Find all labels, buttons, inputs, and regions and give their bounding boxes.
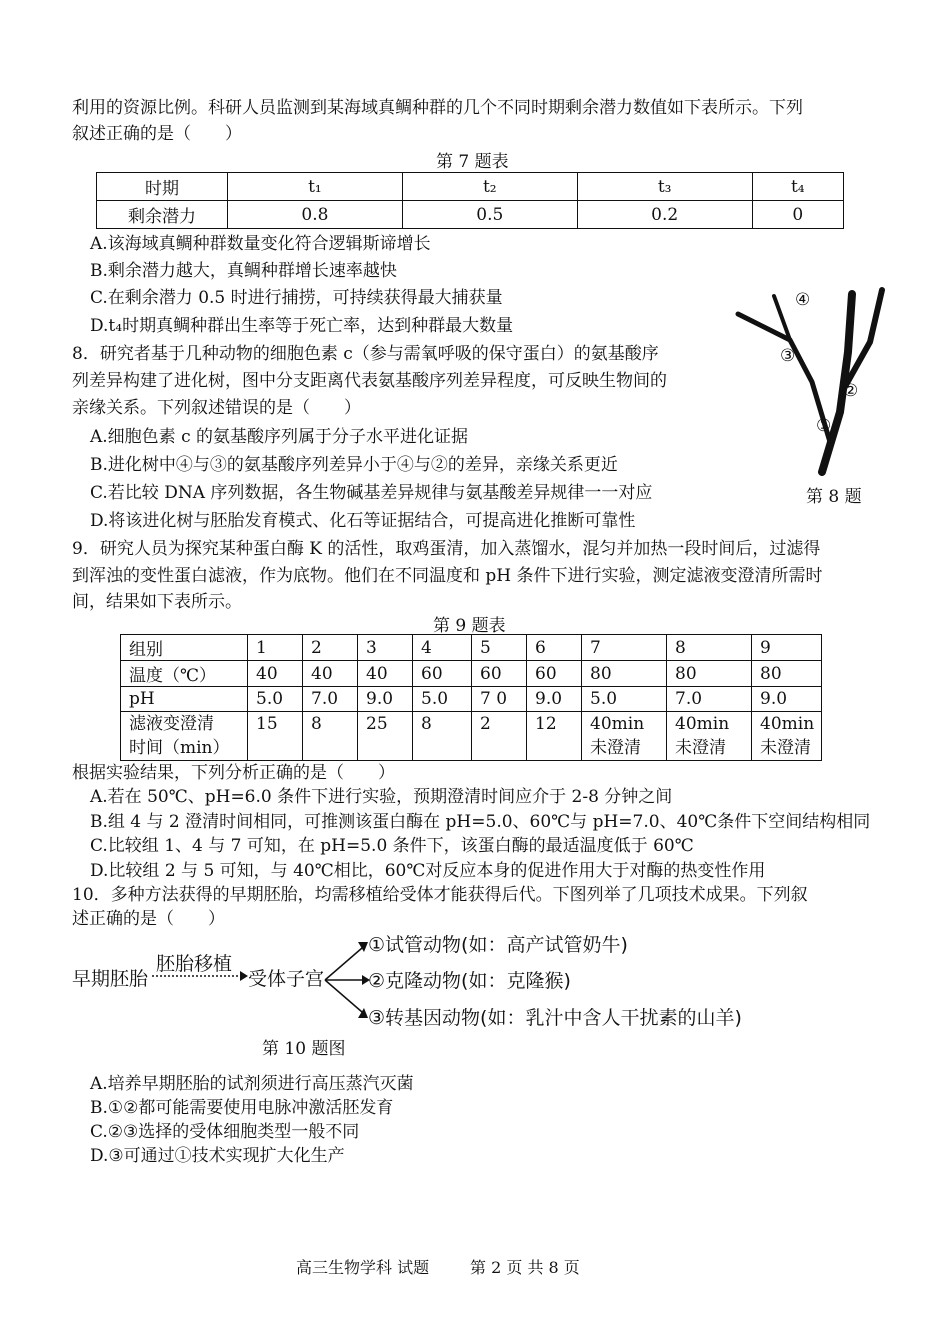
table-row [121, 687, 822, 712]
q10-option-d: D.③可通过①技术实现扩大化生产 [90, 1146, 345, 1166]
table-cell-line: 15 [256, 714, 278, 734]
table-cell-line: 未澄清 [590, 738, 641, 758]
arrow-line-3 [325, 980, 362, 1012]
table-cell: t₁ [228, 173, 403, 201]
table-cell-line: 40min [590, 714, 645, 734]
table-cell: t₄ [752, 173, 843, 201]
arrow-head-icon [240, 971, 248, 981]
table-cell-line: 40min [675, 714, 730, 734]
intro-line-2: 叙述正确的是（ ） [72, 124, 242, 144]
table-cell: 5.0 [248, 687, 303, 712]
q8-option-b: B.进化树中④与③的氨基酸序列差异小于④与②的差异，亲缘关系更近 [90, 455, 618, 475]
table-cell: 40 [358, 661, 413, 687]
table-cell [667, 712, 752, 761]
q7-table [96, 172, 844, 229]
q9-stem-2: 到浑浊的变性蛋白滤液，作为底物。他们在不同温度和 pH 条件下进行实验，测定滤液变澄清所需时 [72, 566, 823, 586]
q8-stem-3: 亲缘关系。下列叙述错误的是（ ） [72, 398, 361, 418]
flow-branch-arrows [322, 930, 372, 1030]
table-cell: 5.0 [582, 687, 667, 712]
table-cell: 0 [752, 201, 843, 229]
footer-subject: 高三生物学科 试题 [296, 1258, 430, 1277]
table-cell [472, 712, 527, 761]
table-cell-line: 40min [760, 714, 815, 734]
table-cell: 4 [413, 635, 472, 661]
q10-stem-2: 述正确的是（ ） [72, 909, 225, 929]
flow-outcome-3: ③转基因动物(如：乳汁中含人干扰素的山羊) [368, 1007, 742, 1029]
q7-option-d: D.t₄时期真鲷种群出生率等于死亡率，达到种群最大数量 [90, 316, 514, 336]
table-row [121, 661, 822, 687]
table-cell: 80 [582, 661, 667, 687]
table-row [121, 712, 822, 761]
q7-option-b: B.剩余潜力越大，真鲷种群增长速率越快 [90, 261, 397, 281]
table-cell-line: 8 [311, 714, 322, 734]
table-cell: 5 [472, 635, 527, 661]
table-cell: 2 [303, 635, 358, 661]
table-cell: 7 0 [472, 687, 527, 712]
table-cell-line: 2 [480, 714, 491, 734]
table-cell: 7 [582, 635, 667, 661]
q8-stem-1: 8．研究者基于几种动物的细胞色素 c（参与需氧呼吸的保守蛋白）的氨基酸序 [72, 344, 659, 364]
table-cell-line: 未澄清 [760, 738, 811, 758]
q9-stem-3: 间，结果如下表所示。 [72, 592, 242, 612]
q9-question: 根据实验结果，下列分析正确的是（ ） [72, 763, 395, 783]
table-cell: 1 [248, 635, 303, 661]
q9-table [120, 634, 822, 761]
table-cell: 60 [413, 661, 472, 687]
table-row [97, 201, 844, 229]
table-cell [121, 712, 248, 761]
flow-arrow-dotted [150, 960, 250, 990]
footer-page-number: 第 2 页 共 8 页 [470, 1258, 580, 1277]
table-cell: t₂ [402, 173, 577, 201]
table-row [97, 173, 844, 201]
table-cell: 时期 [97, 173, 228, 201]
table-cell-line: 未澄清 [675, 738, 726, 758]
q8-stem-2: 列差异构建了进化树，图中分支距离代表氨基酸序列差异程度，可反映生物间的 [72, 371, 667, 391]
table-cell: 3 [358, 635, 413, 661]
table-cell [527, 712, 582, 761]
tree-node-2: ② [843, 381, 859, 401]
table-cell: 9.0 [527, 687, 582, 712]
q10-option-b: B.①②都可能需要使用电脉冲激活胚发育 [90, 1098, 394, 1118]
q9-stem-1: 9．研究人员为探究某种蛋白酶 K 的活性，取鸡蛋清，加入蒸馏水，混匀并加热一段时间后，过滤得 [72, 539, 821, 559]
table-cell [752, 712, 822, 761]
q9-table-title: 第 9 题表 [433, 616, 506, 636]
q8-option-a: A.细胞色素 c 的氨基酸序列属于分子水平进化证据 [90, 427, 469, 447]
table-cell: 温度（℃） [121, 661, 248, 687]
q8-option-d: D.将该进化树与胚胎发育模式、化石等证据结合，可提高进化推断可靠性 [90, 511, 636, 531]
flow-mid: 受体子宫 [248, 968, 325, 990]
table-cell: t₃ [577, 173, 752, 201]
q9-option-b: B.组 4 与 2 澄清时间相同，可推测该蛋白酶在 pH=5.0、60℃与 pH=7.0、40℃条件下空间结构相同 [90, 812, 871, 832]
table-cell: 60 [527, 661, 582, 687]
intro-line-1: 利用的资源比例。科研人员监测到某海域真鲷种群的几个不同时期剩余潜力数值如下表所示。下列 [72, 98, 803, 118]
q10-figure-caption: 第 10 题图 [262, 1039, 346, 1059]
tree-node-4: ④ [795, 290, 811, 310]
table-cell: 组别 [121, 635, 248, 661]
table-cell [413, 712, 472, 761]
q10-option-c: C.②③选择的受体细胞类型一般不同 [90, 1122, 360, 1142]
table-cell: 0.5 [402, 201, 577, 229]
table-cell-line: 12 [535, 714, 557, 734]
table-cell: 8 [667, 635, 752, 661]
table-cell [358, 712, 413, 761]
table-cell: 80 [752, 661, 822, 687]
q7-option-a: A.该海域真鲷种群数量变化符合逻辑斯谛增长 [90, 234, 431, 254]
q10-stem-1: 10．多种方法获得的早期胚胎，均需移植给受体才能获得后代。下图列举了几项技术成果。下列叙 [72, 885, 808, 905]
table-cell: 0.8 [228, 201, 403, 229]
table-row [121, 635, 822, 661]
table-cell [303, 712, 358, 761]
table-cell [582, 712, 667, 761]
table-cell: 剩余潜力 [97, 201, 228, 229]
table-cell: 9 [752, 635, 822, 661]
table-cell: 5.0 [413, 687, 472, 712]
flow-arrow-label: 胚胎移植 [156, 953, 233, 975]
flow-outcome-1: ①试管动物(如：高产试管奶牛) [368, 934, 628, 956]
table-cell: 0.2 [577, 201, 752, 229]
table-cell: 60 [472, 661, 527, 687]
table-cell-line: 时间（min） [129, 738, 230, 758]
q10-option-a: A.培养早期胚胎的试剂须进行高压蒸汽灭菌 [90, 1074, 414, 1094]
flow-outcome-2: ②克隆动物(如：克隆猴) [368, 970, 571, 992]
table-cell-line: 8 [421, 714, 432, 734]
table-cell: 40 [248, 661, 303, 687]
tree-node-1: ① [816, 416, 832, 436]
table-cell: 9.0 [752, 687, 822, 712]
q9-option-a: A.若在 50℃、pH=6.0 条件下进行实验，预期澄清时间应介于 2-8 分钟之间 [90, 787, 673, 807]
q9-option-c: C.比较组 1、4 与 7 可知，在 pH=5.0 条件下，该蛋白酶的最适温度低于 60℃ [90, 836, 694, 856]
arrow-line-1 [325, 948, 362, 980]
table-cell [248, 712, 303, 761]
q9-option-d: D.比较组 2 与 5 可知，与 40℃相比，60℃对反应本身的促进作用大于对酶的热变性作用 [90, 861, 766, 881]
flow-start: 早期胚胎 [72, 968, 149, 990]
q8-option-c: C.若比较 DNA 序列数据，各生物碱基差异规律与氨基酸差异规律一一对应 [90, 483, 653, 503]
table-cell-line: 滤液变澄清 [129, 714, 214, 734]
table-cell-line: 25 [366, 714, 388, 734]
table-cell: 9.0 [358, 687, 413, 712]
table-cell: 7.0 [667, 687, 752, 712]
table-cell: 80 [667, 661, 752, 687]
table-cell: pH [121, 687, 248, 712]
evolution-tree-figure [730, 282, 900, 482]
q7-option-c: C.在剩余潜力 0.5 时进行捕捞，可持续获得最大捕获量 [90, 288, 503, 308]
q8-figure-caption: 第 8 题 [806, 487, 862, 507]
table-cell: 6 [527, 635, 582, 661]
table-cell: 40 [303, 661, 358, 687]
table-cell: 7.0 [303, 687, 358, 712]
q7-table-title: 第 7 题表 [436, 152, 509, 172]
tree-node-3: ③ [780, 346, 796, 366]
